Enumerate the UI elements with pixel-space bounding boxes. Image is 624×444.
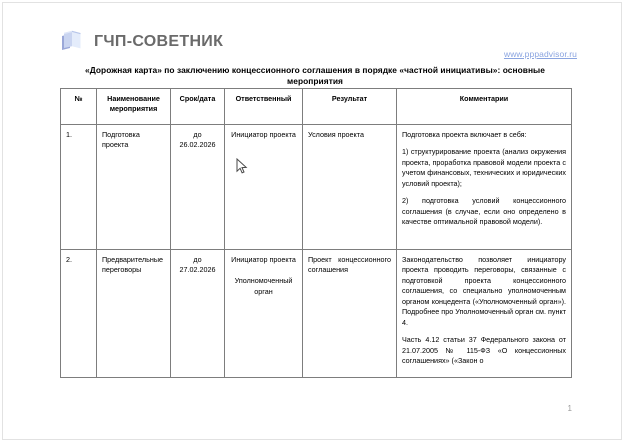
- term-prefix: до: [193, 255, 202, 264]
- table-row: [61, 250, 572, 378]
- cell-name: Предварительные переговоры: [97, 250, 171, 378]
- cell-comments: [397, 250, 572, 378]
- comment-paragraph: Подготовка проекта включает в себя:: [402, 130, 527, 139]
- cell-term: [171, 250, 225, 378]
- term-date: 26.02.2026: [179, 140, 216, 150]
- table-row: [61, 125, 572, 250]
- roadmap-table-wrapper: [60, 88, 571, 378]
- document-page: [2, 2, 622, 440]
- cell-number: 2.: [61, 250, 97, 378]
- open-book-icon: [59, 29, 85, 55]
- comment-paragraph: Часть 4.12 статьи 37 Федерального закона от 21.07.2005 № 115-ФЗ «О концессионных соглашениях» («Закон о: [402, 335, 566, 365]
- term-date: 27.02.2026: [179, 265, 216, 275]
- brand-name: ГЧП-СОВЕТНИК: [94, 33, 224, 50]
- cell-responsible: [225, 250, 303, 378]
- column-header-comments: Комментарии: [397, 89, 572, 125]
- cell-number: 1.: [61, 125, 97, 250]
- page-title: «Дорожная карта» по заключению концессионного соглашения в порядке «частной инициативы»: основные мероприятия: [85, 65, 545, 86]
- website-url-link[interactable]: www.pppadvisor.ru: [503, 49, 577, 59]
- column-header-term: Срок/дата: [171, 89, 225, 125]
- cell-comments: [397, 125, 572, 250]
- column-header-result: Результат: [303, 89, 397, 125]
- responsible-primary: Инициатор проекта: [231, 255, 296, 264]
- responsible-secondary: Уполномоченный орган: [234, 276, 293, 296]
- page-number: 1: [567, 404, 572, 413]
- brand-logo: [59, 29, 223, 55]
- cell-term: [171, 125, 225, 250]
- column-header-name: Наименование мероприятия: [97, 89, 171, 125]
- cell-result: Проект концессионного соглашения: [303, 250, 397, 378]
- comment-paragraph: 1) структурирование проекта (анализ окружения проекта, проработка правовой модели проекта с учетом финансовых, технических и юридических условий проекта);: [402, 147, 566, 188]
- cell-result: Условия проекта: [303, 125, 397, 250]
- responsible-primary: Инициатор проекта: [231, 130, 296, 139]
- cell-name: Подготовка проекта: [97, 125, 171, 250]
- column-header-number: №: [61, 89, 97, 125]
- column-header-responsible: Ответственный: [225, 89, 303, 125]
- comment-paragraph: Законодательство позволяет инициатору проекта проводить переговоры, связанные с подготовкой проекта концессионного соглашения, со специально уполномоченным органом концедента («Уполномоченный орган»). Подробнее про Уполномоченный орган см. пункт 4.: [402, 255, 566, 327]
- term-prefix: до: [193, 130, 202, 139]
- table-header-row: [61, 89, 572, 125]
- roadmap-table: [60, 88, 572, 378]
- comment-paragraph: 2) подготовка условий концессионного соглашения (в случае, если оно определено в качестве оптимальной правовой модели).: [402, 196, 566, 227]
- cell-responsible: [225, 125, 303, 250]
